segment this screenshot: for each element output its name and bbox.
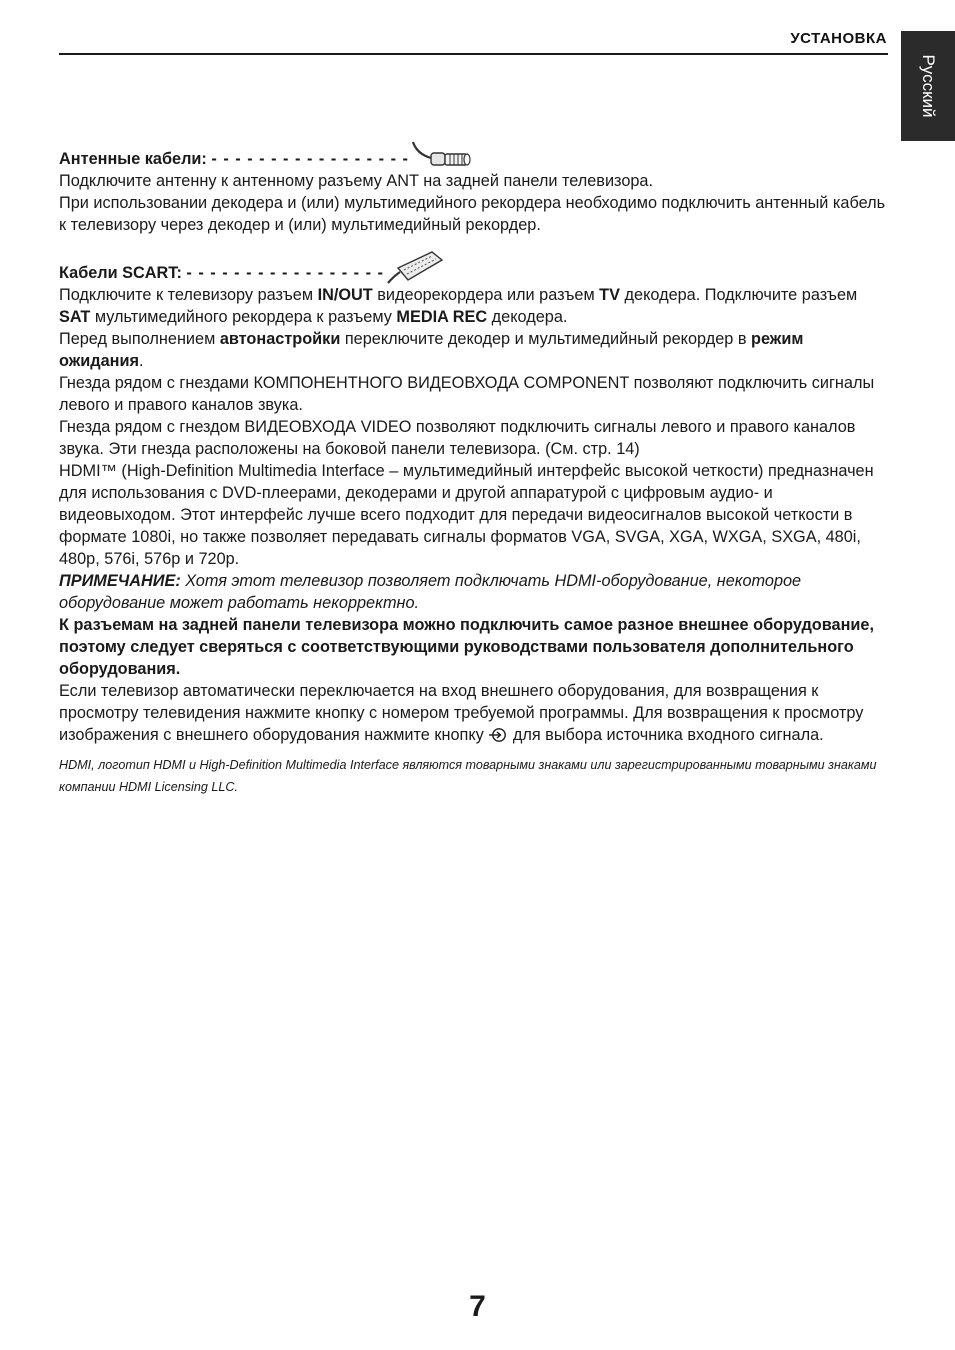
text-run: . [139,352,144,370]
language-tab [901,31,955,141]
sat-label: SAT [59,308,91,326]
video-paragraph: Гнезда рядом с гнездом ВИДЕОВХОДА VIDEO позволяют подключить сигналы левого и правого каналов звука. Эти гнезда расположены на боковой панели телевизора. (См. стр. 14) [59,418,856,458]
antenna-heading [59,140,891,170]
hdmi-paragraph: HDMI™ (High-Definition Multimedia Interface – мультимедийный интерфейс высокой четкости) предназначен для использования с DVD-плеерами, декодерами и другой аппаратурой с цифровым аудио- и видеовыходом. Этот интерфейс лучше всего подходит для передачи видеосигналов высокой четкости в формате 1080i, но также позволяет передавать сигналы форматов VGA, SVGA, XGA, WXGA, SXGA, 480i, 480p, 576i, 576p и 720p. [59,462,874,568]
auto-switch-paragraph [59,680,891,746]
text-run: переключите декодер и мультимедийный рекордер в [340,330,752,348]
auto-switch-text-after: для выбора источника входного сигнала. [508,726,824,744]
antenna-heading-dashes: - - - - - - - - - - - - - - - - - [211,150,409,168]
text-run: видеорекордера или разъем [372,286,600,304]
scart-heading [59,250,891,284]
auto-switch-text-before: Если телевизор автоматически переключается на вход внешнего оборудования, для возвращения к просмотру телевидения нажмите кнопку с номером требуемой программы. Для возвращения к просмотру изображения с внешнего оборудования нажмите кнопку [59,682,864,744]
page-content [59,140,891,798]
page-number: 7 [469,1290,486,1323]
antenna-line1: Подключите антенну к антенному разъему ANT на задней панели телевизора. [59,172,654,190]
autotune-label: автонастройки [219,330,341,348]
text-run: Перед выполнением [59,330,220,348]
language-tab-label: Русский [919,54,938,118]
scart-paragraph-1 [59,284,891,328]
text-run: мультимедийного рекордера к разъему [90,308,397,326]
in-out-label: IN/OUT [317,286,373,304]
antenna-cable-icon [411,140,473,170]
tv-label: TV [599,286,620,304]
section-title: УСТАНОВКА [790,30,887,47]
standby-label: режим ожидания [59,330,804,370]
note-label: ПРИМЕЧАНИЕ: [59,572,181,590]
text-run: декодера. Подключите разъем [619,286,858,304]
scart-plug-icon [386,250,444,284]
text-run: Подключите к телевизору разъем [59,286,318,304]
scart-heading-text: Кабели SCART: [59,264,182,282]
antenna-heading-text: Антенные кабели: [59,150,207,168]
component-paragraph: Гнезда рядом с гнездами КОМПОНЕНТНОГО ВИДЕОВХОДА COMPONENT позволяют подключить сигналы левого и правого каналов звука. [59,374,875,414]
note-paragraph [59,570,891,614]
scart-paragraph-2 [59,328,891,372]
input-source-icon [488,727,508,743]
antenna-line2: При использовании декодера и (или) мультимедийного рекордера необходимо подключить антенный кабель к телевизору через декодер и (или) мультимедийный рекордер. [59,194,886,234]
header-rule [59,53,888,55]
text-run: декодера. [487,308,568,326]
note-text: Хотя этот телевизор позволяет подключать HDMI-оборудование, некоторое оборудование может работать некорректно. [59,572,802,612]
media-rec-label: MEDIA REC [396,308,488,326]
trademark-note: HDMI, логотип HDMI и High-Definition Multimedia Interface являются товарными знаками или зарегистрированными товарными знаками компании HDMI Licensing LLC. [59,758,877,794]
scart-heading-dashes: - - - - - - - - - - - - - - - - - [186,264,384,282]
warning-paragraph: К разъемам на задней панели телевизора можно подключить самое разное внешнее оборудование, поэтому следует сверяться с соответствующими руководствами пользователя дополнительного оборудования. [59,616,875,678]
